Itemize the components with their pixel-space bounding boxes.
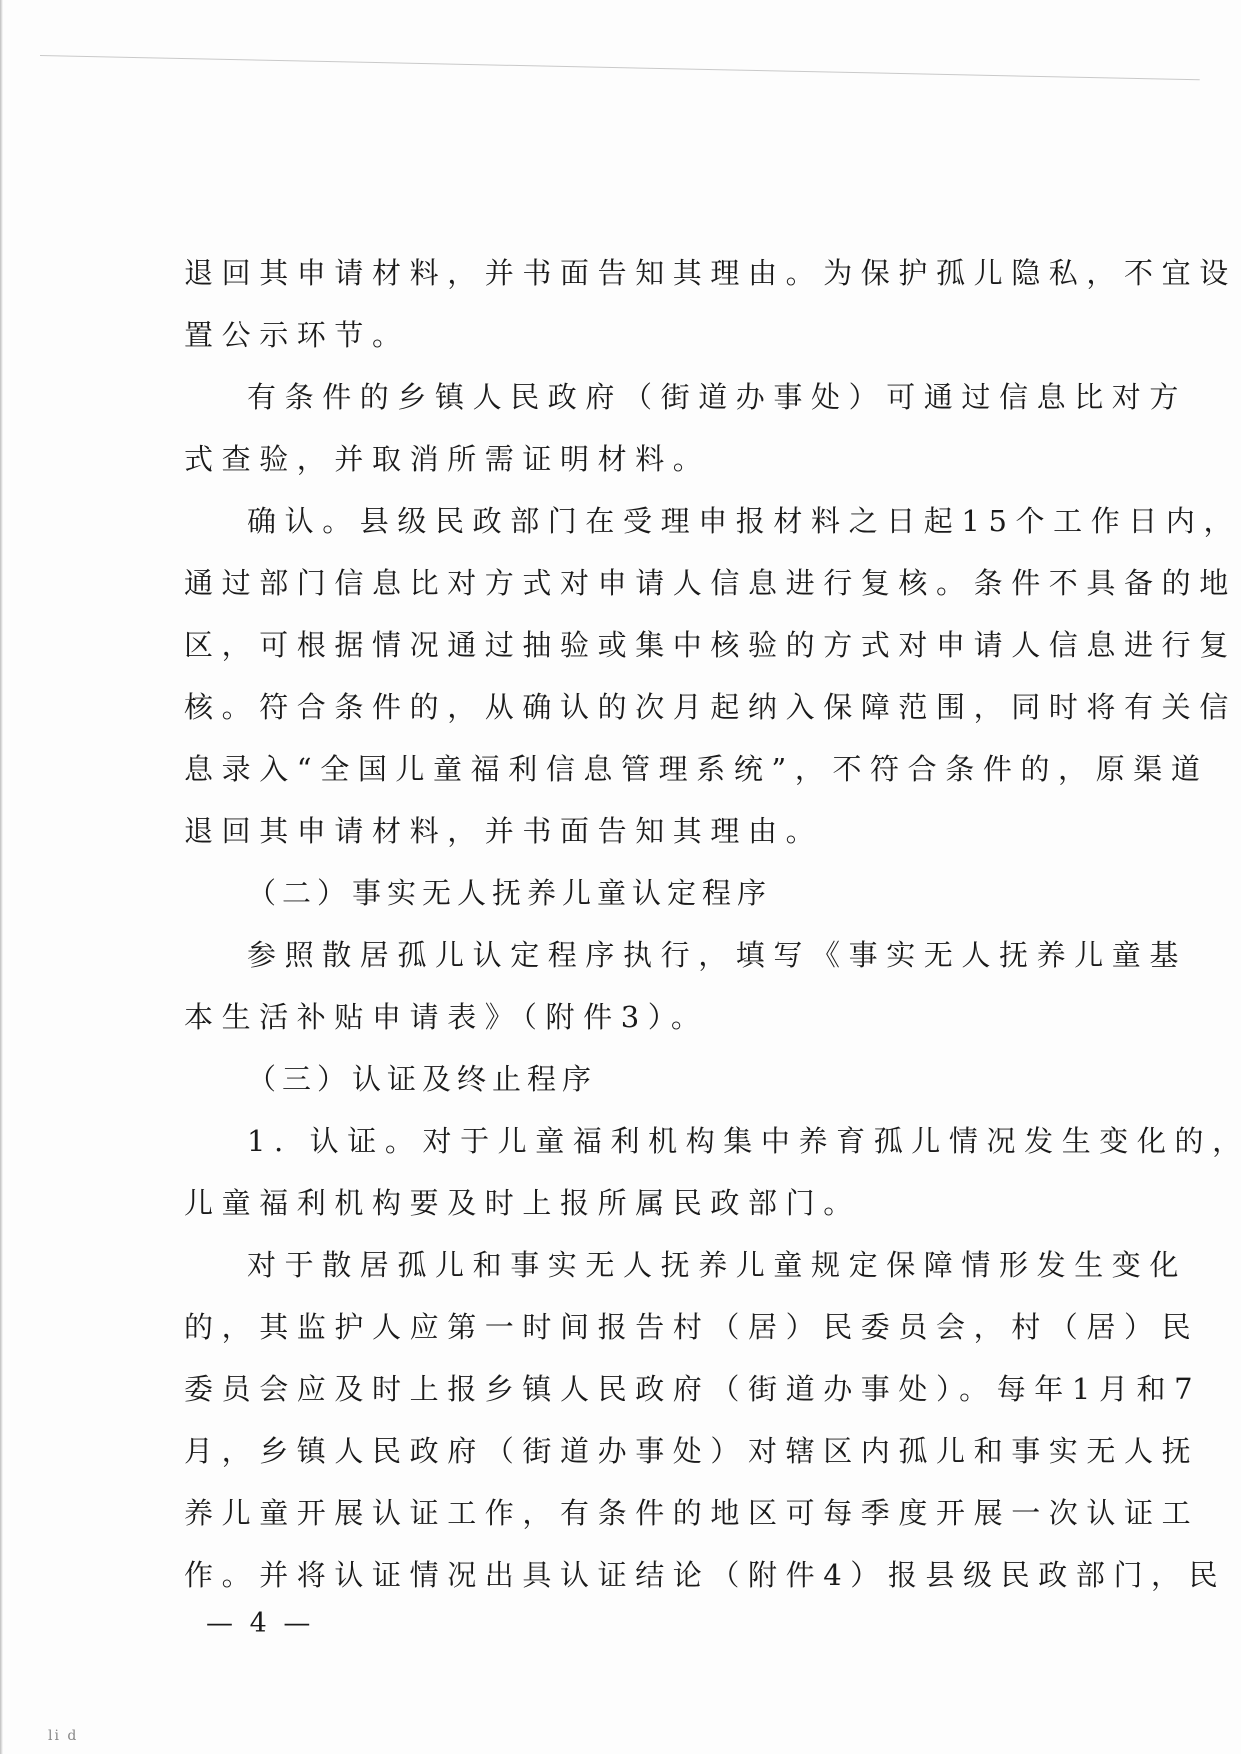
text-line: 确认。县级民政部门在受理申报材料之日起15个工作日内， (247, 504, 1242, 538)
text-line: 委员会应及时上报乡镇人民政府（街道办事处）。每年1月和7 (184, 1372, 1202, 1406)
text-line: 有条件的乡镇人民政府（街道办事处）可通过信息比对方 (247, 380, 1188, 414)
text-line: 1. 认证。对于儿童福利机构集中养育孤儿情况发生变化的， (247, 1124, 1250, 1158)
text-line: 参照散居孤儿认定程序执行，填写《事实无人抚养儿童基 (247, 938, 1188, 972)
text-line: 本生活补贴申请表》（附件3）。 (184, 1000, 709, 1034)
scan-mark: li d (48, 1728, 79, 1744)
section-heading: （三）认证及终止程序 (247, 1062, 598, 1096)
page-number: — 4 — (206, 1608, 315, 1639)
scan-edge-left (0, 0, 3, 1754)
text-line: 置公示环节。 (184, 318, 410, 352)
text-line: 养儿童开展认证工作，有条件的地区可每季度开展一次认证工 (184, 1496, 1200, 1530)
text-line: 的，其监护人应第一时间报告村（居）民委员会，村（居）民 (184, 1310, 1200, 1344)
scan-edge-top (40, 55, 1200, 80)
text-line: 对于散居孤儿和事实无人抚养儿童规定保障情形发生变化 (247, 1248, 1188, 1282)
text-line: 退回其申请材料，并书面告知其理由。为保护孤儿隐私，不宜设 (184, 256, 1237, 290)
text-line: 通过部门信息比对方式对申请人信息进行复核。条件不具备的地 (184, 566, 1237, 600)
body-text (184, 242, 1250, 1606)
text-line: 区，可根据情况通过抽验或集中核验的方式对申请人信息进行复 (184, 628, 1237, 662)
text-line: 月，乡镇人民政府（街道办事处）对辖区内孤儿和事实无人抚 (184, 1434, 1200, 1468)
text-line: 退回其申请材料，并书面告知其理由。 (184, 814, 824, 848)
text-line: 作。并将认证情况出具认证结论（附件4）报县级民政部门，民 (184, 1558, 1227, 1592)
text-line: 儿童福利机构要及时上报所属民政部门。 (184, 1186, 861, 1220)
section-heading: （二）事实无人抚养儿童认定程序 (247, 876, 773, 910)
text-line: 式查验，并取消所需证明材料。 (184, 442, 711, 476)
text-line: 核。符合条件的，从确认的次月起纳入保障范围，同时将有关信 (184, 690, 1237, 724)
text-line: 息录入“全国儿童福利信息管理系统”，不符合条件的，原渠道 (184, 752, 1209, 786)
